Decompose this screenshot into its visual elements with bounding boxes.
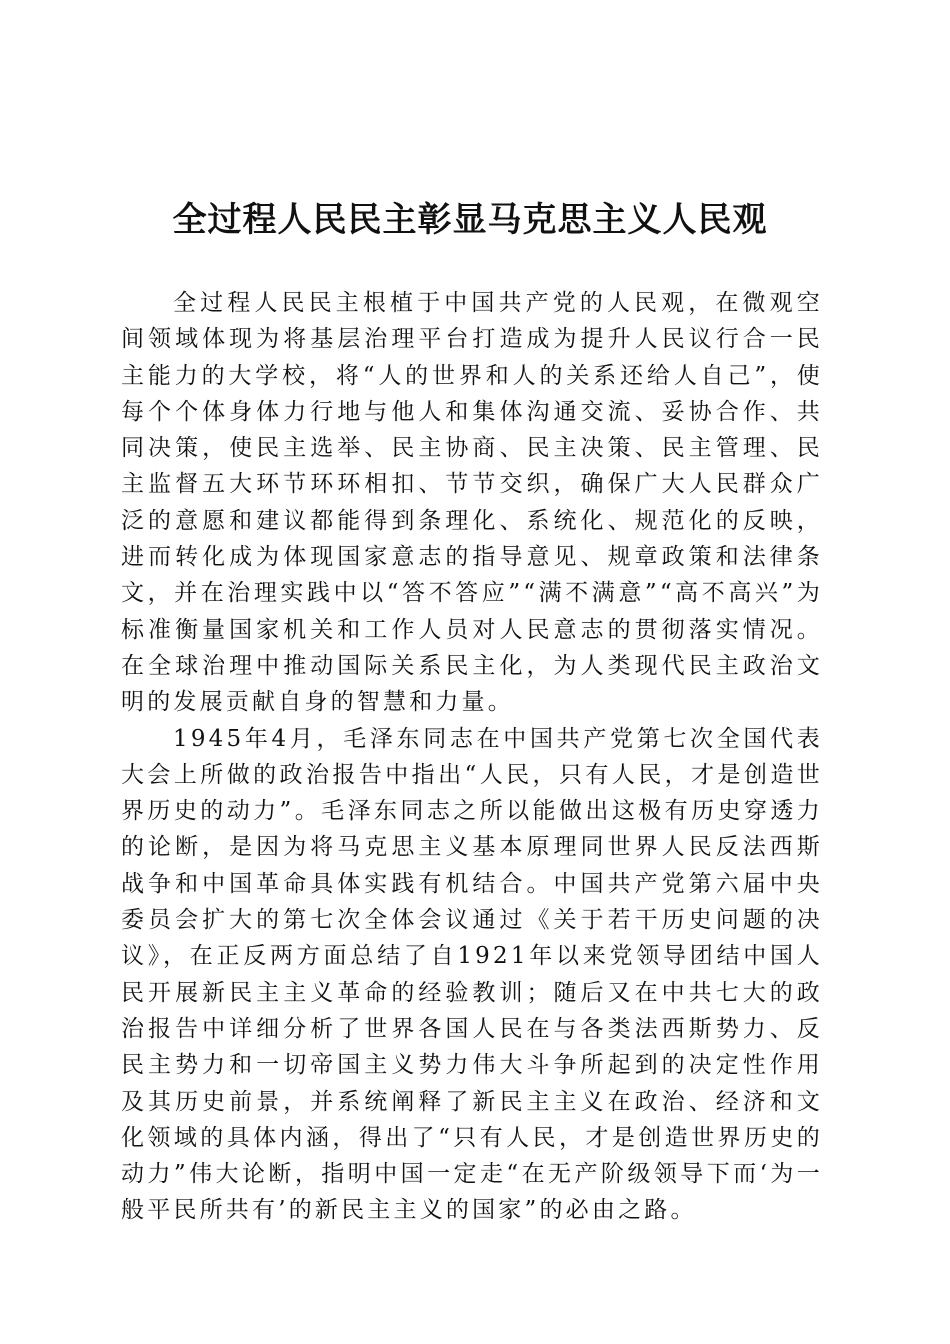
document-body (121, 285, 823, 1229)
document-title: 全过程人民民主彰显马克思主义人民观 (172, 200, 768, 240)
paragraph-2: 1945年4月，毛泽东同志在中国共产党第七次全国代表大会上所做的政治报告中指出“人民，只有人民，才是创造世界历史的动力”。毛泽东同志之所以能做出这极有历史穿透力的论断，是因为将马克思主义基本原理同世界人民反法西斯战争和中国革命具体实践有机结合。中国共产党第六届中央委员会扩大的第七次全体会议通过《关于若干历史问题的决议》，在正反两方面总结了自1921年以来党领导团结中国人民开展新民主主义革命的经验教训；随后又在中共七大的政治报告中详细分析了世界各国人民在与各类法西斯势力、反民主势力和一切帝国主义势力伟大斗争所起到的决定性作用及其历史前景，并系统阐释了新民主主义在政治、经济和文化领域的具体内涵，得出了“只有人民，才是创造世界历史的动力”伟大论断，指明中国一定走“在无产阶级领导下而‘为一般平民所共有’的新民主主义的国家”的必由之路。 (121, 725, 823, 1224)
paragraph-1: 全过程人民民主根植于中国共产党的人民观，在微观空间领域体现为将基层治理平台打造成为提升人民议行合一民主能力的大学校，将“人的世界和人的关系还给人自己”，使每个个体身体力行地与他人和集体沟通交流、妥协合作、共同决策，使民主选举、民主协商、民主决策、民主管理、民主监督五大环节环环相扣、节节交织，确保广大人民群众广泛的意愿和建议都能得到条理化、系统化、规范化的反映，进而转化成为体现国家意志的指导意见、规章政策和法律条文，并在治理实践中以“答不答应”“满不满意”“高不高兴”为标准衡量国家机关和工作人员对人民意志的贯彻落实情况。在全球治理中推动国际关系民主化，为人类现代民主政治文明的发展贡献自身的智慧和力量。 (121, 290, 823, 716)
